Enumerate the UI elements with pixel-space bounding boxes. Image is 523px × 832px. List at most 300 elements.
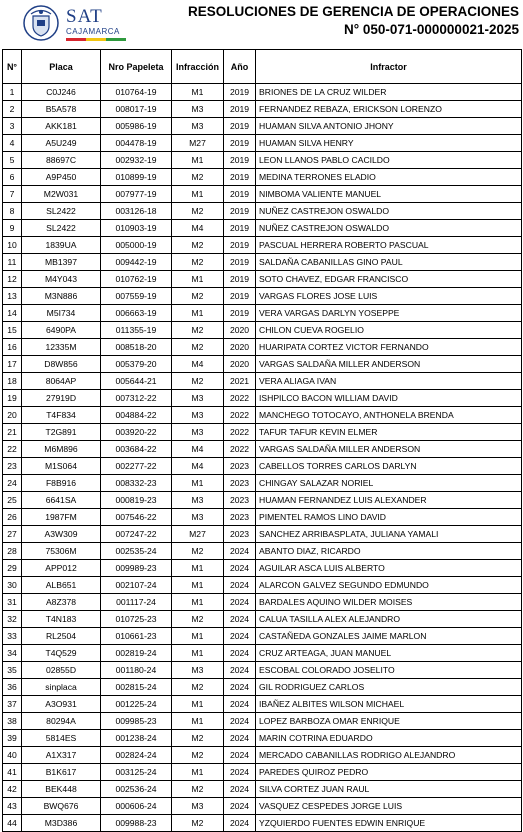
table-row	[3, 747, 522, 764]
row-number: 33	[3, 628, 22, 645]
offender-cell: TAFUR TAFUR KEVIN ELMER	[256, 424, 522, 441]
infraction-cell: M1	[172, 305, 224, 322]
infraction-cell: M3	[172, 798, 224, 815]
table-row	[3, 322, 522, 339]
plate-cell: 80294A	[22, 713, 101, 730]
plate-cell: B5A578	[22, 101, 101, 118]
offender-cell: MERCADO CABANILLAS RODRIGO ALEJANDRO	[256, 747, 522, 764]
year-cell: 2019	[224, 254, 256, 271]
ticket-cell: 007247-22	[101, 526, 172, 543]
table-row	[3, 458, 522, 475]
plate-cell: T2G891	[22, 424, 101, 441]
ticket-cell: 001238-24	[101, 730, 172, 747]
offender-cell: VARGAS SALDAÑA MILLER ANDERSON	[256, 356, 522, 373]
year-cell: 2019	[224, 271, 256, 288]
offender-cell: CALUA TASILLA ALEX ALEJANDRO	[256, 611, 522, 628]
ticket-cell: 010899-19	[101, 169, 172, 186]
ticket-cell: 005986-19	[101, 118, 172, 135]
table-row	[3, 186, 522, 203]
row-number: 10	[3, 237, 22, 254]
infraction-cell: M2	[172, 679, 224, 696]
row-number: 41	[3, 764, 22, 781]
brand-block	[66, 8, 126, 41]
year-cell: 2019	[224, 152, 256, 169]
table-row	[3, 679, 522, 696]
ticket-cell: 010725-23	[101, 611, 172, 628]
table-row	[3, 203, 522, 220]
row-number: 15	[3, 322, 22, 339]
plate-cell: M5I734	[22, 305, 101, 322]
table-body	[3, 84, 522, 832]
column-header-plate: Placa	[22, 50, 101, 84]
row-number: 35	[3, 662, 22, 679]
table-row	[3, 543, 522, 560]
table-row	[3, 492, 522, 509]
table-row	[3, 815, 522, 832]
plate-cell: MB1397	[22, 254, 101, 271]
ticket-cell: 007546-22	[101, 509, 172, 526]
infraction-cell: M2	[172, 322, 224, 339]
offender-cell: HUAMAN SILVA ANTONIO JHONY	[256, 118, 522, 135]
infraction-cell: M1	[172, 764, 224, 781]
plate-cell: sinplaca	[22, 679, 101, 696]
year-cell: 2019	[224, 288, 256, 305]
year-cell: 2024	[224, 662, 256, 679]
offender-cell: CHILON CUEVA ROGELIO	[256, 322, 522, 339]
ticket-cell: 005000-19	[101, 237, 172, 254]
offender-cell: SOTO CHAVEZ, EDGAR FRANCISCO	[256, 271, 522, 288]
plate-cell: 8064AP	[22, 373, 101, 390]
row-number: 4	[3, 135, 22, 152]
offender-cell: PIMENTEL RAMOS LINO DAVID	[256, 509, 522, 526]
offender-cell: VERA VARGAS DARLYN YOSEPPE	[256, 305, 522, 322]
row-number: 44	[3, 815, 22, 832]
table-row	[3, 594, 522, 611]
year-cell: 2019	[224, 118, 256, 135]
plate-cell: 02855D	[22, 662, 101, 679]
offender-cell: NUÑEZ CASTREJON OSWALDO	[256, 220, 522, 237]
year-cell: 2022	[224, 424, 256, 441]
coat-of-arms-icon	[22, 4, 60, 42]
ticket-cell: 003920-22	[101, 424, 172, 441]
ticket-cell: 002535-24	[101, 543, 172, 560]
ticket-cell: 000819-23	[101, 492, 172, 509]
infraction-cell: M1	[172, 594, 224, 611]
plate-cell: M2W031	[22, 186, 101, 203]
table-row	[3, 271, 522, 288]
plate-cell: A8Z378	[22, 594, 101, 611]
table-row	[3, 84, 522, 101]
row-number: 18	[3, 373, 22, 390]
infraction-cell: M1	[172, 628, 224, 645]
table-row	[3, 118, 522, 135]
plate-cell: APP012	[22, 560, 101, 577]
table-row	[3, 781, 522, 798]
infraction-cell: M2	[172, 373, 224, 390]
infraction-cell: M3	[172, 118, 224, 135]
offender-cell: ESCOBAL COLORADO JOSELITO	[256, 662, 522, 679]
plate-cell: M6M896	[22, 441, 101, 458]
ticket-cell: 003126-18	[101, 203, 172, 220]
plate-cell: 5814ES	[22, 730, 101, 747]
offender-cell: NIMBOMA VALIENTE MANUEL	[256, 186, 522, 203]
table-row	[3, 254, 522, 271]
infraction-cell: M1	[172, 152, 224, 169]
table-row	[3, 628, 522, 645]
row-number: 40	[3, 747, 22, 764]
row-number: 39	[3, 730, 22, 747]
row-number: 11	[3, 254, 22, 271]
offender-cell: CHINGAY SALAZAR NORIEL	[256, 475, 522, 492]
plate-cell: M1S064	[22, 458, 101, 475]
year-cell: 2024	[224, 747, 256, 764]
offender-cell: YZQUIERDO FUENTES EDWIN ENRIQUE	[256, 815, 522, 832]
plate-cell: 6490PA	[22, 322, 101, 339]
infraction-cell: M4	[172, 458, 224, 475]
row-number: 19	[3, 390, 22, 407]
table-row	[3, 577, 522, 594]
ticket-cell: 002824-24	[101, 747, 172, 764]
infraction-cell: M1	[172, 645, 224, 662]
ticket-cell: 004884-22	[101, 407, 172, 424]
ticket-cell: 005379-20	[101, 356, 172, 373]
plate-cell: M3D386	[22, 815, 101, 832]
year-cell: 2024	[224, 543, 256, 560]
resolution-number: N° 050-071-000000021-2025	[343, 22, 519, 37]
plate-cell: ALB651	[22, 577, 101, 594]
infraction-cell: M4	[172, 356, 224, 373]
year-cell: 2024	[224, 645, 256, 662]
year-cell: 2024	[224, 764, 256, 781]
table-row	[3, 645, 522, 662]
ticket-cell: 006663-19	[101, 305, 172, 322]
year-cell: 2019	[224, 220, 256, 237]
ticket-cell: 000606-24	[101, 798, 172, 815]
offender-cell: IBAÑEZ ALBITES WILSON MICHAEL	[256, 696, 522, 713]
ticket-cell: 002815-24	[101, 679, 172, 696]
offender-cell: PASCUAL HERRERA ROBERTO PASCUAL	[256, 237, 522, 254]
offender-cell: VARGAS FLORES JOSE LUIS	[256, 288, 522, 305]
year-cell: 2020	[224, 322, 256, 339]
table-row	[3, 220, 522, 237]
year-cell: 2024	[224, 577, 256, 594]
infraction-cell: M2	[172, 169, 224, 186]
offender-cell: ISHPILCO BACON WILLIAM DAVID	[256, 390, 522, 407]
ticket-cell: 008518-20	[101, 339, 172, 356]
year-cell: 2022	[224, 441, 256, 458]
year-cell: 2023	[224, 492, 256, 509]
row-number: 16	[3, 339, 22, 356]
plate-cell: 12335M	[22, 339, 101, 356]
table-row	[3, 101, 522, 118]
ticket-cell: 005644-21	[101, 373, 172, 390]
year-cell: 2024	[224, 730, 256, 747]
row-number: 37	[3, 696, 22, 713]
row-number: 24	[3, 475, 22, 492]
offender-cell: SILVA CORTEZ JUAN RAUL	[256, 781, 522, 798]
year-cell: 2024	[224, 713, 256, 730]
infraction-cell: M4	[172, 220, 224, 237]
year-cell: 2024	[224, 781, 256, 798]
row-number: 12	[3, 271, 22, 288]
plate-cell: 6641SA	[22, 492, 101, 509]
infraction-cell: M2	[172, 288, 224, 305]
infraction-cell: M1	[172, 713, 224, 730]
plate-cell: 1839UA	[22, 237, 101, 254]
infraction-cell: M1	[172, 577, 224, 594]
plate-cell: D8W856	[22, 356, 101, 373]
column-header-ticket: Nro Papeleta	[101, 50, 172, 84]
offender-cell: HUARIPATA CORTEZ VICTOR FERNANDO	[256, 339, 522, 356]
table-row	[3, 526, 522, 543]
year-cell: 2023	[224, 458, 256, 475]
infraction-cell: M3	[172, 424, 224, 441]
row-number: 36	[3, 679, 22, 696]
offender-cell: ABANTO DIAZ, RICARDO	[256, 543, 522, 560]
year-cell: 2024	[224, 628, 256, 645]
table-row	[3, 611, 522, 628]
plate-cell: M3N886	[22, 288, 101, 305]
plate-cell: BEK448	[22, 781, 101, 798]
plate-cell: SL2422	[22, 220, 101, 237]
table-row	[3, 713, 522, 730]
row-number: 21	[3, 424, 22, 441]
plate-cell: A9P450	[22, 169, 101, 186]
row-number: 7	[3, 186, 22, 203]
year-cell: 2023	[224, 475, 256, 492]
infraction-cell: M2	[172, 815, 224, 832]
ticket-cell: 002536-24	[101, 781, 172, 798]
offender-cell: HUAMAN FERNANDEZ LUIS ALEXANDER	[256, 492, 522, 509]
row-number: 32	[3, 611, 22, 628]
plate-cell: AKK181	[22, 118, 101, 135]
row-number: 25	[3, 492, 22, 509]
year-cell: 2020	[224, 339, 256, 356]
offender-cell: NUÑEZ CASTREJON OSWALDO	[256, 203, 522, 220]
row-number: 6	[3, 169, 22, 186]
year-cell: 2024	[224, 560, 256, 577]
offender-cell: SALDAÑA CABANILLAS GINO PAUL	[256, 254, 522, 271]
row-number: 23	[3, 458, 22, 475]
table-row	[3, 424, 522, 441]
infraction-cell: M2	[172, 254, 224, 271]
plate-cell: T4N183	[22, 611, 101, 628]
plate-cell: A1X317	[22, 747, 101, 764]
year-cell: 2019	[224, 101, 256, 118]
infraction-cell: M2	[172, 730, 224, 747]
row-number: 42	[3, 781, 22, 798]
table-row	[3, 730, 522, 747]
ticket-cell: 001225-24	[101, 696, 172, 713]
row-number: 31	[3, 594, 22, 611]
plate-cell: T4F834	[22, 407, 101, 424]
ticket-cell: 001117-24	[101, 594, 172, 611]
infraction-cell: M3	[172, 662, 224, 679]
plate-cell: T4Q529	[22, 645, 101, 662]
row-number: 20	[3, 407, 22, 424]
row-number: 2	[3, 101, 22, 118]
column-header-offender: Infractor	[256, 50, 522, 84]
plate-cell: B1K617	[22, 764, 101, 781]
offender-cell: VERA ALIAGA IVAN	[256, 373, 522, 390]
table-row	[3, 475, 522, 492]
ticket-cell: 008332-23	[101, 475, 172, 492]
infraction-cell: M1	[172, 560, 224, 577]
offenders-table	[2, 49, 522, 832]
year-cell: 2019	[224, 237, 256, 254]
ticket-cell: 007312-22	[101, 390, 172, 407]
ticket-cell: 011355-19	[101, 322, 172, 339]
infraction-cell: M27	[172, 135, 224, 152]
infraction-cell: M3	[172, 492, 224, 509]
infraction-cell: M1	[172, 84, 224, 101]
infraction-cell: M1	[172, 475, 224, 492]
ticket-cell: 009442-19	[101, 254, 172, 271]
year-cell: 2023	[224, 526, 256, 543]
table-row	[3, 560, 522, 577]
table-row	[3, 305, 522, 322]
document-header	[0, 0, 523, 48]
table-row	[3, 441, 522, 458]
row-number: 1	[3, 84, 22, 101]
table-row	[3, 390, 522, 407]
ticket-cell: 008017-19	[101, 101, 172, 118]
infraction-cell: M2	[172, 339, 224, 356]
plate-cell: 27919D	[22, 390, 101, 407]
row-number: 30	[3, 577, 22, 594]
offender-cell: VARGAS SALDAÑA MILLER ANDERSON	[256, 441, 522, 458]
infraction-cell: M2	[172, 781, 224, 798]
plate-cell: M4Y043	[22, 271, 101, 288]
offender-cell: LOPEZ BARBOZA OMAR ENRIQUE	[256, 713, 522, 730]
infraction-cell: M2	[172, 611, 224, 628]
infraction-cell: M3	[172, 407, 224, 424]
infraction-cell: M3	[172, 390, 224, 407]
offender-cell: CASTAÑEDA GONZALES JAIME MARLON	[256, 628, 522, 645]
infraction-cell: M27	[172, 526, 224, 543]
ticket-cell: 010903-19	[101, 220, 172, 237]
title-line-1: RESOLUCIONES DE GERENCIA DE OPERACIONES	[187, 4, 519, 19]
year-cell: 2024	[224, 815, 256, 832]
year-cell: 2024	[224, 679, 256, 696]
plate-cell: F8B916	[22, 475, 101, 492]
year-cell: 2019	[224, 186, 256, 203]
infraction-cell: M1	[172, 186, 224, 203]
year-cell: 2019	[224, 203, 256, 220]
offender-cell: CABELLOS TORRES CARLOS DARLYN	[256, 458, 522, 475]
offender-cell: MEDINA TERRONES ELADIO	[256, 169, 522, 186]
table-row	[3, 356, 522, 373]
row-number: 13	[3, 288, 22, 305]
year-cell: 2021	[224, 373, 256, 390]
plate-cell: 88697C	[22, 152, 101, 169]
table-row	[3, 509, 522, 526]
plate-cell: BWQ676	[22, 798, 101, 815]
offender-cell: BARDALES AQUINO WILDER MOISES	[256, 594, 522, 611]
row-number: 17	[3, 356, 22, 373]
table-row	[3, 339, 522, 356]
plate-cell: A3O931	[22, 696, 101, 713]
offender-cell: AGUILAR ASCA LUIS ALBERTO	[256, 560, 522, 577]
offender-cell: PAREDES QUIROZ PEDRO	[256, 764, 522, 781]
ticket-cell: 001180-24	[101, 662, 172, 679]
ticket-cell: 002819-24	[101, 645, 172, 662]
ticket-cell: 010661-23	[101, 628, 172, 645]
infraction-cell: M2	[172, 203, 224, 220]
plate-cell: C0J246	[22, 84, 101, 101]
offender-cell: BRIONES DE LA CRUZ WILDER	[256, 84, 522, 101]
infraction-cell: M2	[172, 543, 224, 560]
row-number: 29	[3, 560, 22, 577]
ticket-cell: 007977-19	[101, 186, 172, 203]
ticket-cell: 010764-19	[101, 84, 172, 101]
row-number: 28	[3, 543, 22, 560]
row-number: 43	[3, 798, 22, 815]
ticket-cell: 003684-22	[101, 441, 172, 458]
row-number: 5	[3, 152, 22, 169]
table-row	[3, 169, 522, 186]
offender-cell: HUAMAN SILVA HENRY	[256, 135, 522, 152]
infraction-cell: M3	[172, 509, 224, 526]
year-cell: 2019	[224, 169, 256, 186]
ticket-cell: 009989-23	[101, 560, 172, 577]
table-row	[3, 237, 522, 254]
year-cell: 2022	[224, 407, 256, 424]
year-cell: 2024	[224, 696, 256, 713]
year-cell: 2022	[224, 390, 256, 407]
ticket-cell: 004478-19	[101, 135, 172, 152]
offender-cell: GIL RODRIGUEZ CARLOS	[256, 679, 522, 696]
document-title	[188, 3, 519, 39]
ticket-cell: 010762-19	[101, 271, 172, 288]
year-cell: 2019	[224, 305, 256, 322]
infraction-cell: M1	[172, 696, 224, 713]
offender-cell: MARIN COTRINA EDUARDO	[256, 730, 522, 747]
table-row	[3, 798, 522, 815]
brand-name: SAT	[66, 6, 103, 27]
plate-cell: A3W309	[22, 526, 101, 543]
row-number: 22	[3, 441, 22, 458]
column-header-infraction: Infracción	[172, 50, 224, 84]
ticket-cell: 009985-23	[101, 713, 172, 730]
table-header	[3, 50, 522, 84]
ticket-cell: 002932-19	[101, 152, 172, 169]
ticket-cell: 002277-22	[101, 458, 172, 475]
row-number: 26	[3, 509, 22, 526]
ticket-cell: 007559-19	[101, 288, 172, 305]
column-header-number: N°	[3, 50, 22, 84]
infraction-cell: M2	[172, 237, 224, 254]
table-row	[3, 288, 522, 305]
row-number: 14	[3, 305, 22, 322]
sat-logo	[22, 4, 132, 44]
table-row	[3, 407, 522, 424]
infraction-cell: M4	[172, 441, 224, 458]
row-number: 38	[3, 713, 22, 730]
offender-cell: FERNANDEZ REBAZA, ERICKSON LORENZO	[256, 101, 522, 118]
table-row	[3, 764, 522, 781]
column-header-year: Año	[224, 50, 256, 84]
row-number: 8	[3, 203, 22, 220]
year-cell: 2024	[224, 594, 256, 611]
plate-cell: SL2422	[22, 203, 101, 220]
year-cell: 2020	[224, 356, 256, 373]
ticket-cell: 009988-23	[101, 815, 172, 832]
row-number: 3	[3, 118, 22, 135]
plate-cell: A5U249	[22, 135, 101, 152]
year-cell: 2024	[224, 611, 256, 628]
offender-cell: ALARCON GALVEZ SEGUNDO EDMUNDO	[256, 577, 522, 594]
